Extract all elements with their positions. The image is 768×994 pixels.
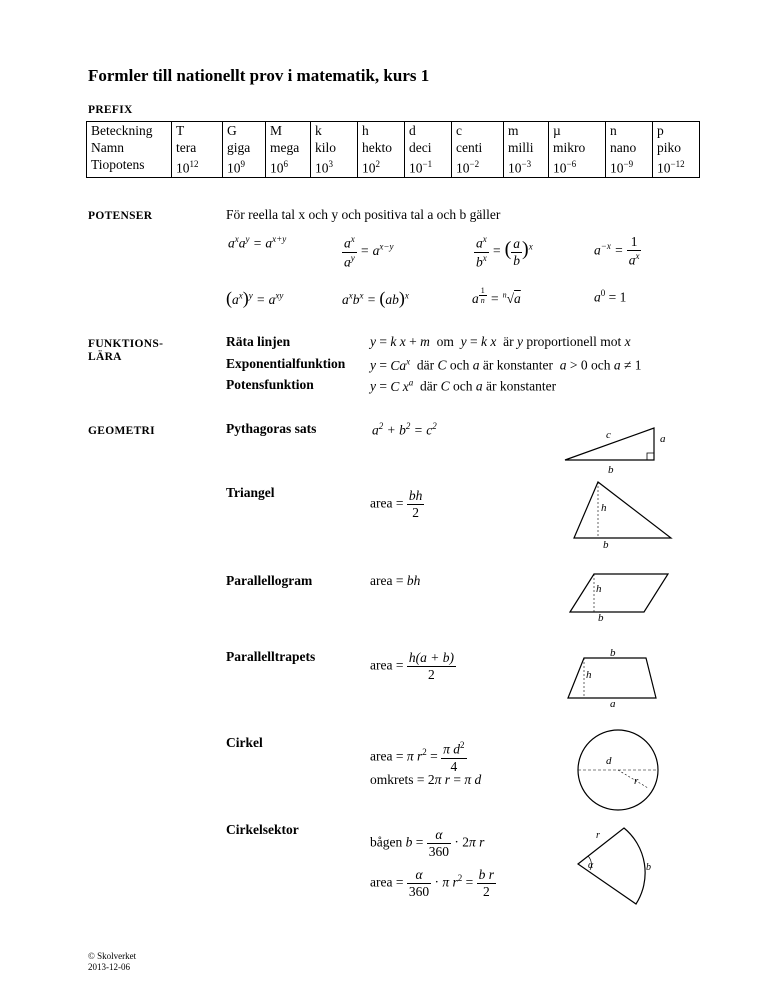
svg-text:b: b — [598, 612, 604, 622]
prefix-cell: h hekto $10^2$ — [358, 122, 405, 178]
power-rule-zero: $a^0 = 1$ — [594, 288, 627, 305]
label-cirkel: Cirkel — [226, 735, 263, 750]
formula-rata-linjen: y = k x + m om y = k x är y proportionell mot x — [370, 334, 631, 349]
prefix-cell: m milli $10^{-3}$ — [504, 122, 549, 178]
prefix-cell: M mega $10^6$ — [266, 122, 311, 178]
parallelogram-figure — [566, 570, 676, 622]
label-pythagoras: Pythagoras sats — [226, 421, 317, 436]
geometri-heading: GEOMETRI — [88, 425, 155, 437]
potenser-intro: För reella tal x och y och positiva tal a och b gäller — [226, 207, 501, 222]
prefix-cell: d deci $10^{-1}$ — [405, 122, 452, 178]
svg-text:a: a — [610, 698, 616, 708]
prefix-cell: c centi $10^{-2}$ — [452, 122, 504, 178]
formula-pythagoras: $a^2 + b^2 = c^2$ — [372, 421, 437, 438]
svg-text:b: b — [646, 862, 651, 873]
power-rule-power: $(a^x)^y = a^{xy}$ — [226, 288, 284, 308]
table-row — [87, 122, 700, 178]
power-rule-root: a $^{\frac{1}{n}}$ = $^n$√a — [472, 286, 521, 307]
footer-date: 2013-12-06 — [88, 962, 130, 972]
svg-text:a: a — [660, 433, 666, 445]
footer — [88, 951, 136, 973]
copyright: © Skolverket — [88, 951, 137, 961]
label-rata-linjen: Räta linjen — [226, 334, 291, 349]
row-label: Beteckning Namn Tiopotens — [91, 123, 153, 172]
svg-text:α: α — [588, 860, 594, 871]
label-parallellogram: Parallellogram — [226, 573, 313, 588]
sector-figure — [570, 820, 660, 910]
page-title: Formler till nationellt prov i matematik, kurs 1 — [88, 66, 430, 85]
label-parallelltrapets: Parallelltrapets — [226, 649, 316, 664]
power-rule-product: $a^xa^y = a^{x+y}$ — [228, 234, 287, 251]
prefix-cell: µ mikro $10^{-6}$ — [549, 122, 606, 178]
circle-figure — [572, 726, 664, 816]
svg-text:b: b — [610, 647, 616, 659]
prefix-heading: PREFIX — [88, 104, 133, 116]
power-rule-negative: $a^{-x}$ = $\frac{1}{a^x}$ — [594, 234, 640, 268]
funktionslara-heading: FUNKTIONS- LÄRA — [88, 338, 164, 363]
power-rule-product2: $a^xb^x = (ab)^x$ — [342, 288, 409, 308]
trapezoid-figure — [564, 646, 664, 708]
label-cirkelsektor: Cirkelsektor — [226, 822, 299, 837]
pythagoras-triangle-figure — [560, 420, 680, 476]
formula-parallelltrapets: area = $\frac{h(a + b)}{2}$ — [370, 650, 454, 682]
formula-sektor-area: area = $\frac{\alpha}{360}$ · π $r^2$ = $\frac{\text{b r}}{2}$ — [370, 867, 495, 899]
svg-text:h: h — [586, 669, 592, 681]
prefix-cell: T tera $10^{12}$ — [172, 122, 223, 178]
formula-potensfunktion: y = C $x^a$ där C och a är konstanter — [370, 377, 557, 394]
svg-text:h: h — [596, 583, 602, 595]
formula-triangel: area = $\frac{bh}{2}$ — [370, 488, 423, 520]
prefix-cell: G giga $10^9$ — [223, 122, 266, 178]
label-potensfunktion: Potensfunktion — [226, 377, 314, 392]
svg-text:d: d — [606, 755, 612, 767]
label-exponentialfunktion: Exponentialfunktion — [226, 356, 346, 371]
formula-parallellogram: area = bh — [370, 573, 421, 588]
prefix-cell: p piko $10^{-12}$ — [653, 122, 700, 178]
formula-exponentialfunktion: $y = Ca^x$ där C och a är konstanter a > 0 och a ≠ 1 — [370, 356, 642, 373]
svg-text:h: h — [601, 502, 607, 514]
triangle-figure — [570, 478, 680, 550]
prefix-table — [86, 121, 700, 178]
power-rule-fraction: $\frac{a^x}{b^x}$ = ( $\frac{a}{b}$ )$^x$ — [476, 234, 533, 269]
formula-cirkel-omkrets: omkrets = 2π r = π d — [370, 772, 482, 787]
formula-sektor-bagen: bågen b = $\frac{\alpha}{360}$ · 2π r — [370, 827, 485, 859]
prefix-cell: k kilo $10^3$ — [311, 122, 358, 178]
svg-text:b: b — [608, 464, 614, 476]
svg-text:r: r — [596, 830, 600, 841]
svg-text:c: c — [606, 429, 611, 441]
label-triangel: Triangel — [226, 485, 275, 500]
svg-text:b: b — [603, 539, 609, 550]
potenser-heading: POTENSER — [88, 210, 153, 222]
prefix-cell: n nano $10^{-9}$ — [606, 122, 653, 178]
formula-cirkel-area: area = π $r^2$ = $\frac{\pi d^2}{4}$ — [370, 740, 465, 774]
power-rule-quotient: $\frac{a^x}{a^y}$ = $a^{x-y}$ — [344, 234, 394, 269]
svg-text:r: r — [634, 775, 639, 787]
